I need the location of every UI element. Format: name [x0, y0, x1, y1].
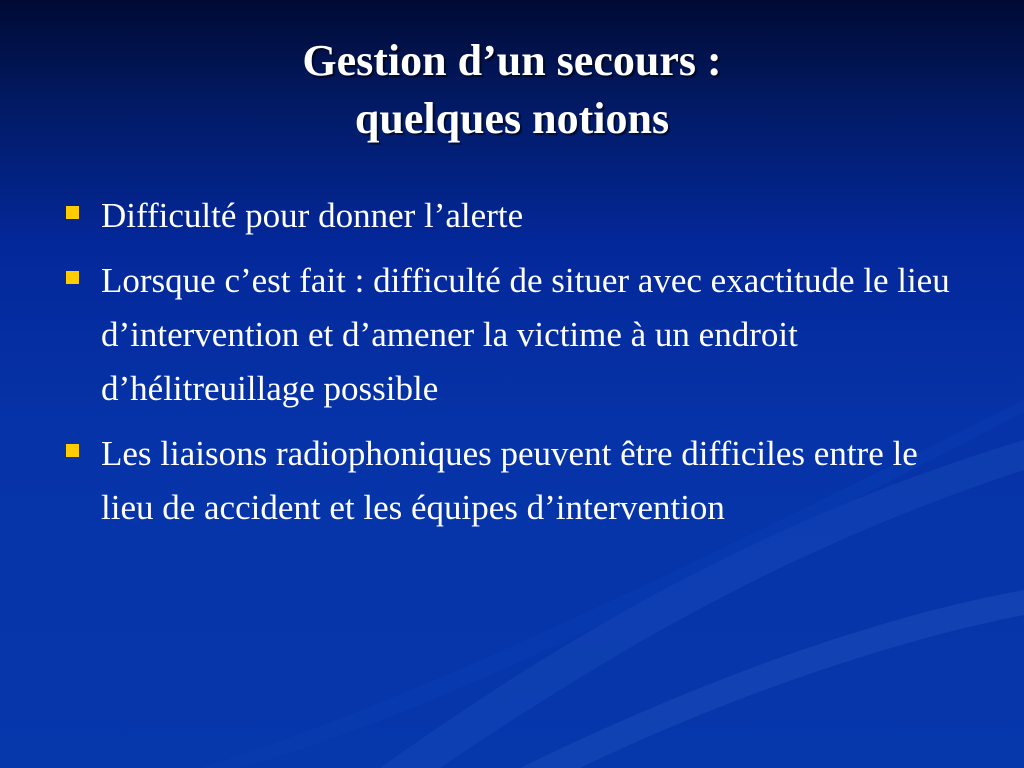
title-line-1: Gestion d’un secours :	[302, 36, 722, 85]
bullet-item	[64, 427, 964, 535]
yellow-square-bullet-icon	[66, 444, 79, 457]
bullet-list	[64, 189, 964, 546]
yellow-square-bullet-icon	[66, 271, 79, 284]
slide-title	[0, 32, 1024, 148]
bullet-text: Lorsque c’est fait : difficulté de situer avec exactitude le lieu d’intervention et d’amener la victime à un endroit d’hélitreuillage possible	[101, 261, 950, 408]
bullet-item	[64, 189, 964, 243]
bullet-text: Les liaisons radiophoniques peuvent être difficiles entre le lieu de accident et les équipes d’intervention	[101, 434, 918, 527]
bullet-item	[64, 254, 964, 416]
yellow-square-bullet-icon	[66, 206, 79, 219]
bullet-text: Difficulté pour donner l’alerte	[101, 196, 524, 235]
title-line-2: quelques notions	[354, 94, 670, 143]
